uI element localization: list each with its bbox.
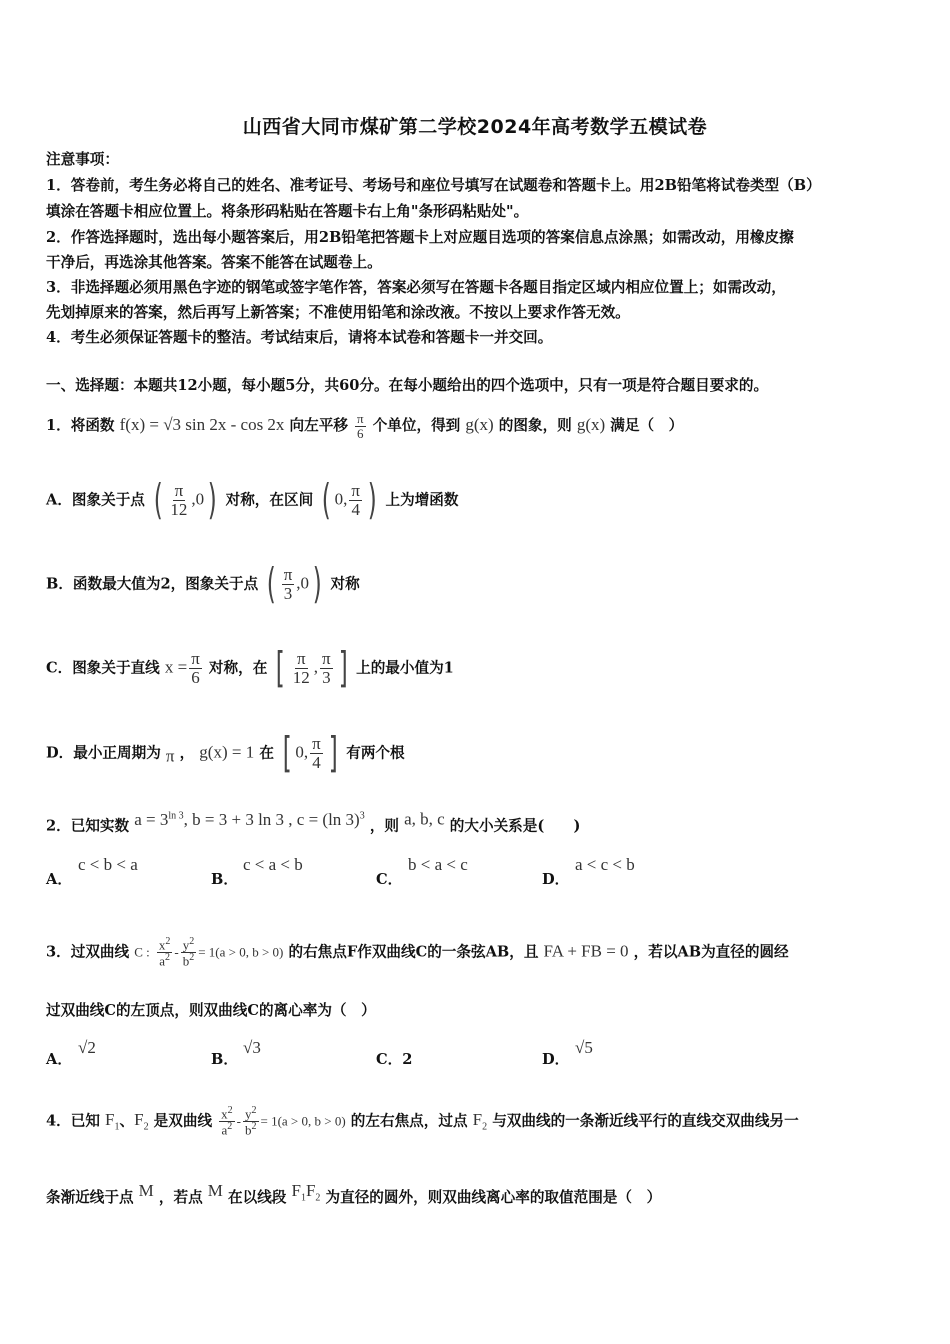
- q1-g: g(x): [465, 415, 494, 435]
- option-text: 在: [259, 744, 274, 762]
- q3-option-a-value: √2: [78, 1038, 96, 1057]
- math-text: 0,: [334, 489, 348, 509]
- fraction: $\frac{\pi}{12}$: [170, 481, 188, 519]
- q1-option-b: B．函数最大值为2，图象关于点 ( $\frac{\pi}{3}$ ,0) 对称: [46, 559, 360, 609]
- math-text: = 1(a > 0, b > 0): [260, 1113, 346, 1129]
- math-text: a, b, c: [404, 809, 445, 829]
- option-text: 上为增函数: [385, 491, 459, 509]
- notice-line: 4．考生必须保证答题卡的整洁。考试结束后，请将本试卷和答题卡一并交回。: [46, 329, 553, 346]
- q2-option-c-value: b < a < c: [408, 855, 468, 874]
- math-text: M: [207, 1181, 223, 1200]
- question-2-stem: [46, 806, 906, 837]
- option-text: 上的最小值为1: [356, 659, 454, 677]
- section-heading: 一、选择题：本题共12小题，每小题5分，共60分。在每小题给出的四个选项中，只有一项是符合题目要求的。: [46, 377, 769, 394]
- fraction: $\frac{\pi}{6}$: [191, 649, 200, 687]
- q1-option-c: C．图象关于直线 x = $\frac{\pi}{6}$ 对称，在 [ $\frac{\pi}{12}$ , $\frac{\pi}{3}$ ] 上的最小值为1: [46, 643, 454, 693]
- math-text: C :: [134, 944, 150, 960]
- q4-text: 在以线段: [228, 1188, 287, 1206]
- question-1-stem: [46, 412, 906, 440]
- question-3-stem: 3．过双曲线 C : $\frac{x^2}{a^2}$ - $\frac{y^2}{b^2}$ = 1(a > 0, b > 0) 的右焦点F作双曲线C的一条弦AB，且 FA + FB = 0 ，若以AB为直径的圆经: [46, 936, 789, 969]
- question-4-stem-cont: [46, 1181, 906, 1208]
- option-text: D．最小正周期为: [46, 744, 161, 762]
- math-text: x =: [164, 657, 188, 677]
- q4-text: 条渐近线于点: [46, 1188, 134, 1206]
- fraction: $\frac{x^2}{a^2}$: [158, 936, 171, 969]
- q4-text: ，若点: [158, 1188, 203, 1206]
- q2-text: 的大小关系是( ): [449, 817, 581, 835]
- q1-text: 的图象，则: [498, 417, 572, 435]
- q1-text: 满足（ ）: [610, 417, 684, 435]
- q3-option-b-label: B．: [211, 1051, 238, 1068]
- q4-text: 为直径的圆外，则双曲线离心率的取值范围是（ ）: [325, 1188, 662, 1206]
- notice-line: 先划掉原来的答案，然后再写上新答案；不准使用铅笔和涂改液。不按以上要求作答无效。: [46, 304, 630, 321]
- q1-option-a: A．图象关于点 ( $\frac{\pi}{12}$ ,0) 对称，在区间 ( 0, $\frac{\pi}{4}$ ) 上为增函数: [46, 475, 459, 525]
- notice-line: 干净后，再选涂其他答案。答案不能答在试题卷上。: [46, 254, 382, 271]
- q2-option-d-value: a < c < b: [575, 855, 635, 874]
- fraction: $\frac{\pi}{3}$: [283, 565, 293, 603]
- fraction: $\frac{y^2}{b^2}$: [182, 936, 195, 969]
- q2-text: 2．已知实数: [46, 817, 130, 835]
- fraction: $\frac{\pi}{12}$: [292, 649, 310, 687]
- math-text: $F_1F_2$: [291, 1181, 321, 1204]
- q1-shift-fraction: $\frac{\pi}{6}$: [357, 411, 364, 441]
- option-text: A．图象关于点: [46, 491, 145, 509]
- q1-text: 1．将函数: [46, 417, 115, 435]
- fraction: $\frac{\pi}{4}$: [312, 734, 321, 772]
- q3-text: 的右焦点F作双曲线C的一条弦AB，且: [288, 943, 539, 961]
- q1-option-d: D．最小正周期为 π ， g(x) = 1 在 [ 0, $\frac{\pi}{4}$ ] 有两个根: [46, 728, 405, 778]
- math-text: ,0: [191, 489, 205, 509]
- q2-option-b-value: c < a < b: [243, 855, 303, 874]
- fraction: $\frac{\pi}{4}$: [351, 481, 361, 519]
- notice-line: 2．作答选择题时，选出每小题答案后，用2B铅笔把答题卡上对应题目选项的答案信息点涂黑；如需改动，用橡皮擦: [46, 229, 794, 246]
- q2-option-a-label: A．: [46, 871, 72, 888]
- q2-option-a-value: c < b < a: [78, 855, 138, 874]
- q3-text: ，若以AB为直径的圆经: [633, 943, 789, 961]
- question-4-stem: 4．已知 $F_1$、$F_2$ 是双曲线 $\frac{x^2}{a^2}$ - $\frac{y^2}{b^2}$ = 1(a > 0, b > 0) 的左右焦点，过点 $F_2$ 与双曲线的一条渐近线平行的直线交双曲线另一: [46, 1105, 799, 1138]
- q4-text: 与双曲线的一条渐近线平行的直线交双曲线另一: [492, 1112, 799, 1130]
- fraction: $\frac{\pi}{3}$: [322, 649, 331, 687]
- q3-option-a-label: A．: [46, 1051, 72, 1068]
- option-text: B．函数最大值为2，图象关于点: [46, 575, 259, 593]
- math-text: FA + FB = 0: [543, 941, 629, 961]
- option-text: C．图象关于直线: [46, 659, 160, 677]
- q1-text: 个单位，得到: [372, 417, 461, 435]
- q2-option-b-label: B．: [211, 871, 238, 888]
- q2-expression: $a = 3^{ln 3}$, b = 3 + 3 ln 3 , c = (ln 3)$^3$: [134, 809, 365, 829]
- q4-text: 4．已知: [46, 1112, 100, 1130]
- fraction: $\frac{y^2}{b^2}$: [245, 1105, 257, 1138]
- q4-text: 的左右焦点，过点: [350, 1112, 468, 1130]
- q3-option-d-value: √5: [575, 1038, 593, 1057]
- q1-function: f(x) = √3 sin 2x - cos 2x: [119, 415, 285, 435]
- option-text: 对称，在区间: [225, 491, 314, 509]
- fraction: $\frac{x^2}{a^2}$: [221, 1105, 233, 1138]
- option-text: 对称: [330, 575, 360, 593]
- math-text: M: [138, 1181, 154, 1200]
- q1-g: g(x): [576, 415, 606, 435]
- math-text: g(x) = 1: [199, 742, 255, 762]
- notice-line: 3．非选择题必须用黑色字迹的钢笔或签字笔作答，答案必须写在答题卡各题目指定区域内相应位置上；如需改动，: [46, 279, 786, 296]
- q2-option-d-label: D．: [542, 871, 570, 888]
- q2-text: ，则: [369, 817, 400, 835]
- math-text: 0,: [295, 742, 309, 762]
- notice-line: 填涂在答题卡相应位置上。将条形码粘贴在答题卡右上角"条形码粘贴处"。: [46, 203, 529, 220]
- math-text: π: [165, 746, 175, 766]
- option-text: 有两个根: [346, 744, 405, 762]
- q2-option-c-label: C．: [376, 871, 403, 888]
- option-text: ，: [179, 744, 195, 762]
- question-3-stem-cont: 过双曲线C的左顶点，则双曲线C的离心率为（ ）: [46, 1002, 376, 1019]
- notice-heading: 注意事项：: [46, 151, 119, 168]
- q4-text: 、: [119, 1112, 135, 1130]
- q3-option-b-value: √3: [243, 1038, 261, 1057]
- q4-text: 是双曲线: [153, 1112, 213, 1130]
- q3-option-c-label: C．2: [376, 1051, 413, 1068]
- notice-line: 1．答卷前，考生务必将自己的姓名、准考证号、考场号和座位号填写在试题卷和答题卡上。用2B铅笔将试卷类型（B）: [46, 177, 821, 194]
- math-text: = 1(a > 0, b > 0): [198, 944, 284, 960]
- page-title: 山西省大同市煤矿第二学校2024年高考数学五模试卷: [242, 116, 708, 138]
- math-text: ,0: [296, 573, 310, 593]
- q1-text: 向左平移: [289, 417, 348, 435]
- q3-option-d-label: D．: [542, 1051, 570, 1068]
- option-text: 对称，在: [208, 659, 268, 677]
- q3-text: 3．过双曲线: [46, 943, 130, 961]
